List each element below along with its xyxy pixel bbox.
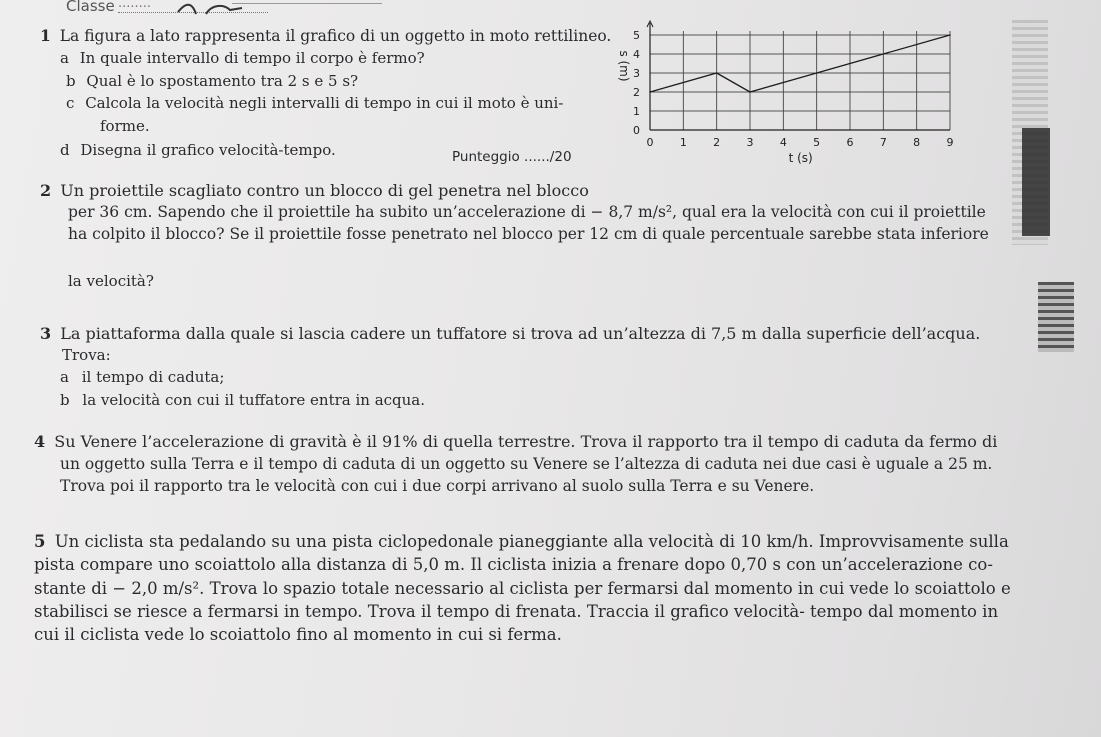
class-label: Classe [66, 0, 115, 15]
y-tick-label: 2 [633, 86, 640, 99]
x-tick-label: 3 [746, 136, 754, 149]
q1-d [60, 141, 336, 159]
q2-text-2: per 36 cm. Sapendo che il proiettile ha subito un’accelerazione di − 8,7 m/s², qual era la velocità con cui il proiettile [68, 203, 986, 221]
q4-number: 4 [34, 432, 46, 451]
series-point [649, 91, 651, 93]
q4-line1 [34, 432, 997, 451]
q5-text-2: pista compare uno scoiattolo alla distanza di 5,0 m. Il ciclista inizia a frenare dopo 0,70 s con un’accelerazione co- [34, 555, 993, 574]
q1-d-letter: d [60, 141, 70, 159]
series-point [816, 72, 818, 74]
q5-text-4: stabilisci se riesce a fermarsi in tempo. Trova il tempo di frenata. Traccia il grafico velocità- tempo dal momento in [34, 602, 999, 621]
x-tick-label: 6 [846, 136, 854, 149]
q3-a-text: il tempo di caduta; [81, 368, 225, 386]
q1-c-text-cont: forme. [100, 117, 150, 135]
y-tick-label: 1 [633, 105, 640, 118]
x-tick-label: 8 [913, 136, 921, 149]
series-point [949, 34, 951, 36]
q3-number: 3 [40, 324, 52, 343]
x-tick-label: 5 [813, 136, 821, 149]
q3-a-letter: a [60, 368, 69, 386]
q2-line1 [40, 181, 589, 200]
q2-text-4: la velocità? [68, 272, 154, 290]
q3-text-2: Trova: [62, 346, 111, 364]
series-point [749, 91, 751, 93]
q1-text: La figura a lato rappresenta il grafico di un oggetto in moto rettilineo. [59, 27, 612, 45]
series-point [716, 72, 718, 74]
q5-text-5: cui il ciclista vede lo scoiattolo fino al momento in cui si ferma. [34, 625, 562, 644]
q1-c-text: Calcola la velocità negli intervalli di tempo in cui il moto è uni- [85, 94, 564, 112]
q1-c [66, 94, 563, 112]
y-tick-label: 3 [633, 67, 640, 80]
q4-text-3: Trova poi il rapporto tra le velocità con cui i due corpi arrivano al suolo sulla Terra e su Venere. [60, 477, 815, 495]
score-label: Punteggio ....../20 [452, 149, 572, 165]
position-time-chart [600, 18, 1000, 178]
x-tick-label: 7 [879, 136, 887, 149]
q1-b-letter: b [66, 72, 76, 90]
q5-line1 [34, 532, 1009, 551]
q3-b-letter: b [60, 391, 70, 409]
y-tick-label: 0 [633, 124, 640, 137]
x-axis-label: t (s) [788, 151, 813, 165]
q3-text-1: La piattaforma dalla quale si lascia cadere un tuffatore si trova ad un’altezza di 7,5 m dalla superficie dell’acqua. [60, 324, 981, 343]
q2-text-1: Un proiettile scagliato contro un blocco di gel penetra nel blocco [60, 181, 589, 200]
handwritten-scribble [172, 2, 262, 18]
y-tick-label: 5 [633, 29, 640, 42]
y-axis-label: s (m) [617, 50, 631, 82]
q4-text-2: un oggetto sulla Terra e il tempo di caduta di un oggetto su Venere se l’altezza di caduta nei due casi è uguale a 25 m. [60, 455, 993, 473]
q1-number: 1 [40, 26, 51, 45]
q5-text-1: Un ciclista sta pedalando su una pista ciclopedonale pianeggiante alla velocità di 10 km/h. Improvvisamente sulla [54, 532, 1009, 551]
y-tick-label: 4 [633, 48, 640, 61]
x-tick-label: 4 [779, 136, 787, 149]
q1-b-text: Qual è lo spostamento tra 2 s e 5 s? [86, 72, 359, 90]
q3-b [60, 391, 425, 409]
q1-c-letter: c [66, 94, 75, 112]
q3-line1 [40, 324, 980, 343]
q5-text-3: stante di − 2,0 m/s². Trova lo spazio totale necessario al ciclista per fermarsi dal momento in cui vede lo scoiattolo e [34, 579, 1011, 598]
background-shadow [1022, 128, 1050, 236]
q3-b-text: la velocità con cui il tuffatore entra in acqua. [82, 391, 426, 409]
q2-number: 2 [40, 181, 52, 200]
x-tick-label: 0 [646, 136, 654, 149]
x-tick-label: 2 [713, 136, 721, 149]
q1-heading [40, 26, 611, 45]
q1-b [66, 72, 358, 90]
q1-a-letter: a [60, 49, 69, 67]
q1-a-text: In quale intervallo di tempo il corpo è fermo? [79, 49, 425, 67]
q2-text-3: ha colpito il blocco? Se il proiettile fosse penetrato nel blocco per 12 cm di quale percentuale sarebbe stata inferiore [68, 225, 989, 243]
class-blank: ........ [118, 0, 152, 11]
q4-text-1: Su Venere l’accelerazione di gravità è il 91% di quella terrestre. Trova il rapporto tra il tempo di caduta da fermo di [54, 432, 998, 451]
x-tick-label: 9 [946, 136, 954, 149]
q1-d-text: Disegna il grafico velocità-tempo. [80, 141, 336, 159]
series-line [650, 35, 950, 92]
q3-a [60, 368, 224, 386]
x-tick-label: 1 [679, 136, 687, 149]
q1-a [60, 49, 425, 67]
background-stack-lower [1038, 282, 1074, 352]
q5-number: 5 [34, 532, 46, 551]
